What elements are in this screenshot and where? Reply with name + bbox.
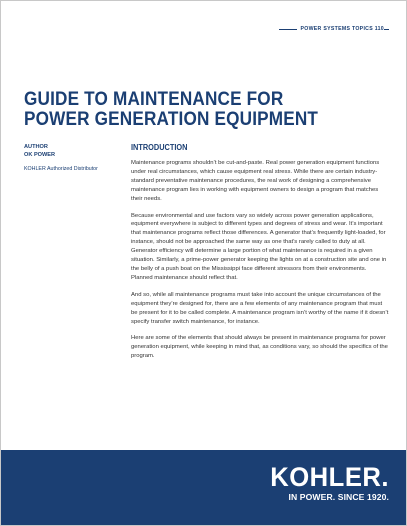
author-sidebar	[24, 143, 119, 173]
kohler-logo	[264, 464, 389, 503]
footer-bar	[1, 450, 406, 525]
logo-tagline: IN POWER. SINCE 1920.	[288, 492, 389, 502]
body-text	[131, 159, 389, 369]
author-label: AUTHOR	[24, 144, 48, 150]
title-line-1: GUIDE TO MAINTENANCE FOR	[24, 88, 284, 110]
section-heading: INTRODUCTION	[131, 143, 188, 152]
header-bar	[1, 1, 406, 63]
series-tag: POWER SYSTEMS TOPICS 110	[297, 26, 385, 32]
paragraph: And so, while all maintenance programs must take into account the unique circumstances of the equipment they’re designed for, there are a few elements of any maintenance program that must be present for it to be called complete. A maintenance program isn’t worthy of the name if it doesn’t specify transfer switch maintenance, for instance.	[131, 291, 389, 325]
author-name: OK POWER	[24, 152, 56, 158]
paragraph: Here are some of the elements that should always be present in maintenance programs for power generation equipment, while keeping in mind that, as conditions vary, so should the specifics of the program.	[131, 335, 388, 360]
paragraph: Because environmental and use factors vary so widely across power generation applications, equipment everywhere is subject to different types and degrees of stress and wear. It’s important that maintenance programs reflect those differences. A generator that’s frequently light-loaded, for instance, should not be approached the same way as one that’s rarely called to duty at all. Generator efficiency will determine a large portion of what maintenance is required in a given situation. Similarly, a prime-power generator keeping the lights on at a construction site and one in the belly of a push boat on the Mississippi face different stressors from their environments. Planned maintenance should reflect that.	[131, 212, 387, 281]
paragraph: Maintenance programs shouldn’t be cut-and-paste. Real power generation equipment functions under real circumstances, which cause equipment real stress. While there are certain industry-standard preventative maintenance procedures, the real work of designing a comprehensive maintenance program lies in working with equipment owners to design a program that matches their needs.	[131, 160, 380, 202]
document-title	[24, 89, 350, 129]
title-line-2: POWER GENERATION EQUIPMENT	[24, 108, 319, 130]
logo-wordmark: KOHLER.	[270, 462, 389, 492]
distributor-label: KOHLER Authorized Distributor	[24, 166, 98, 172]
